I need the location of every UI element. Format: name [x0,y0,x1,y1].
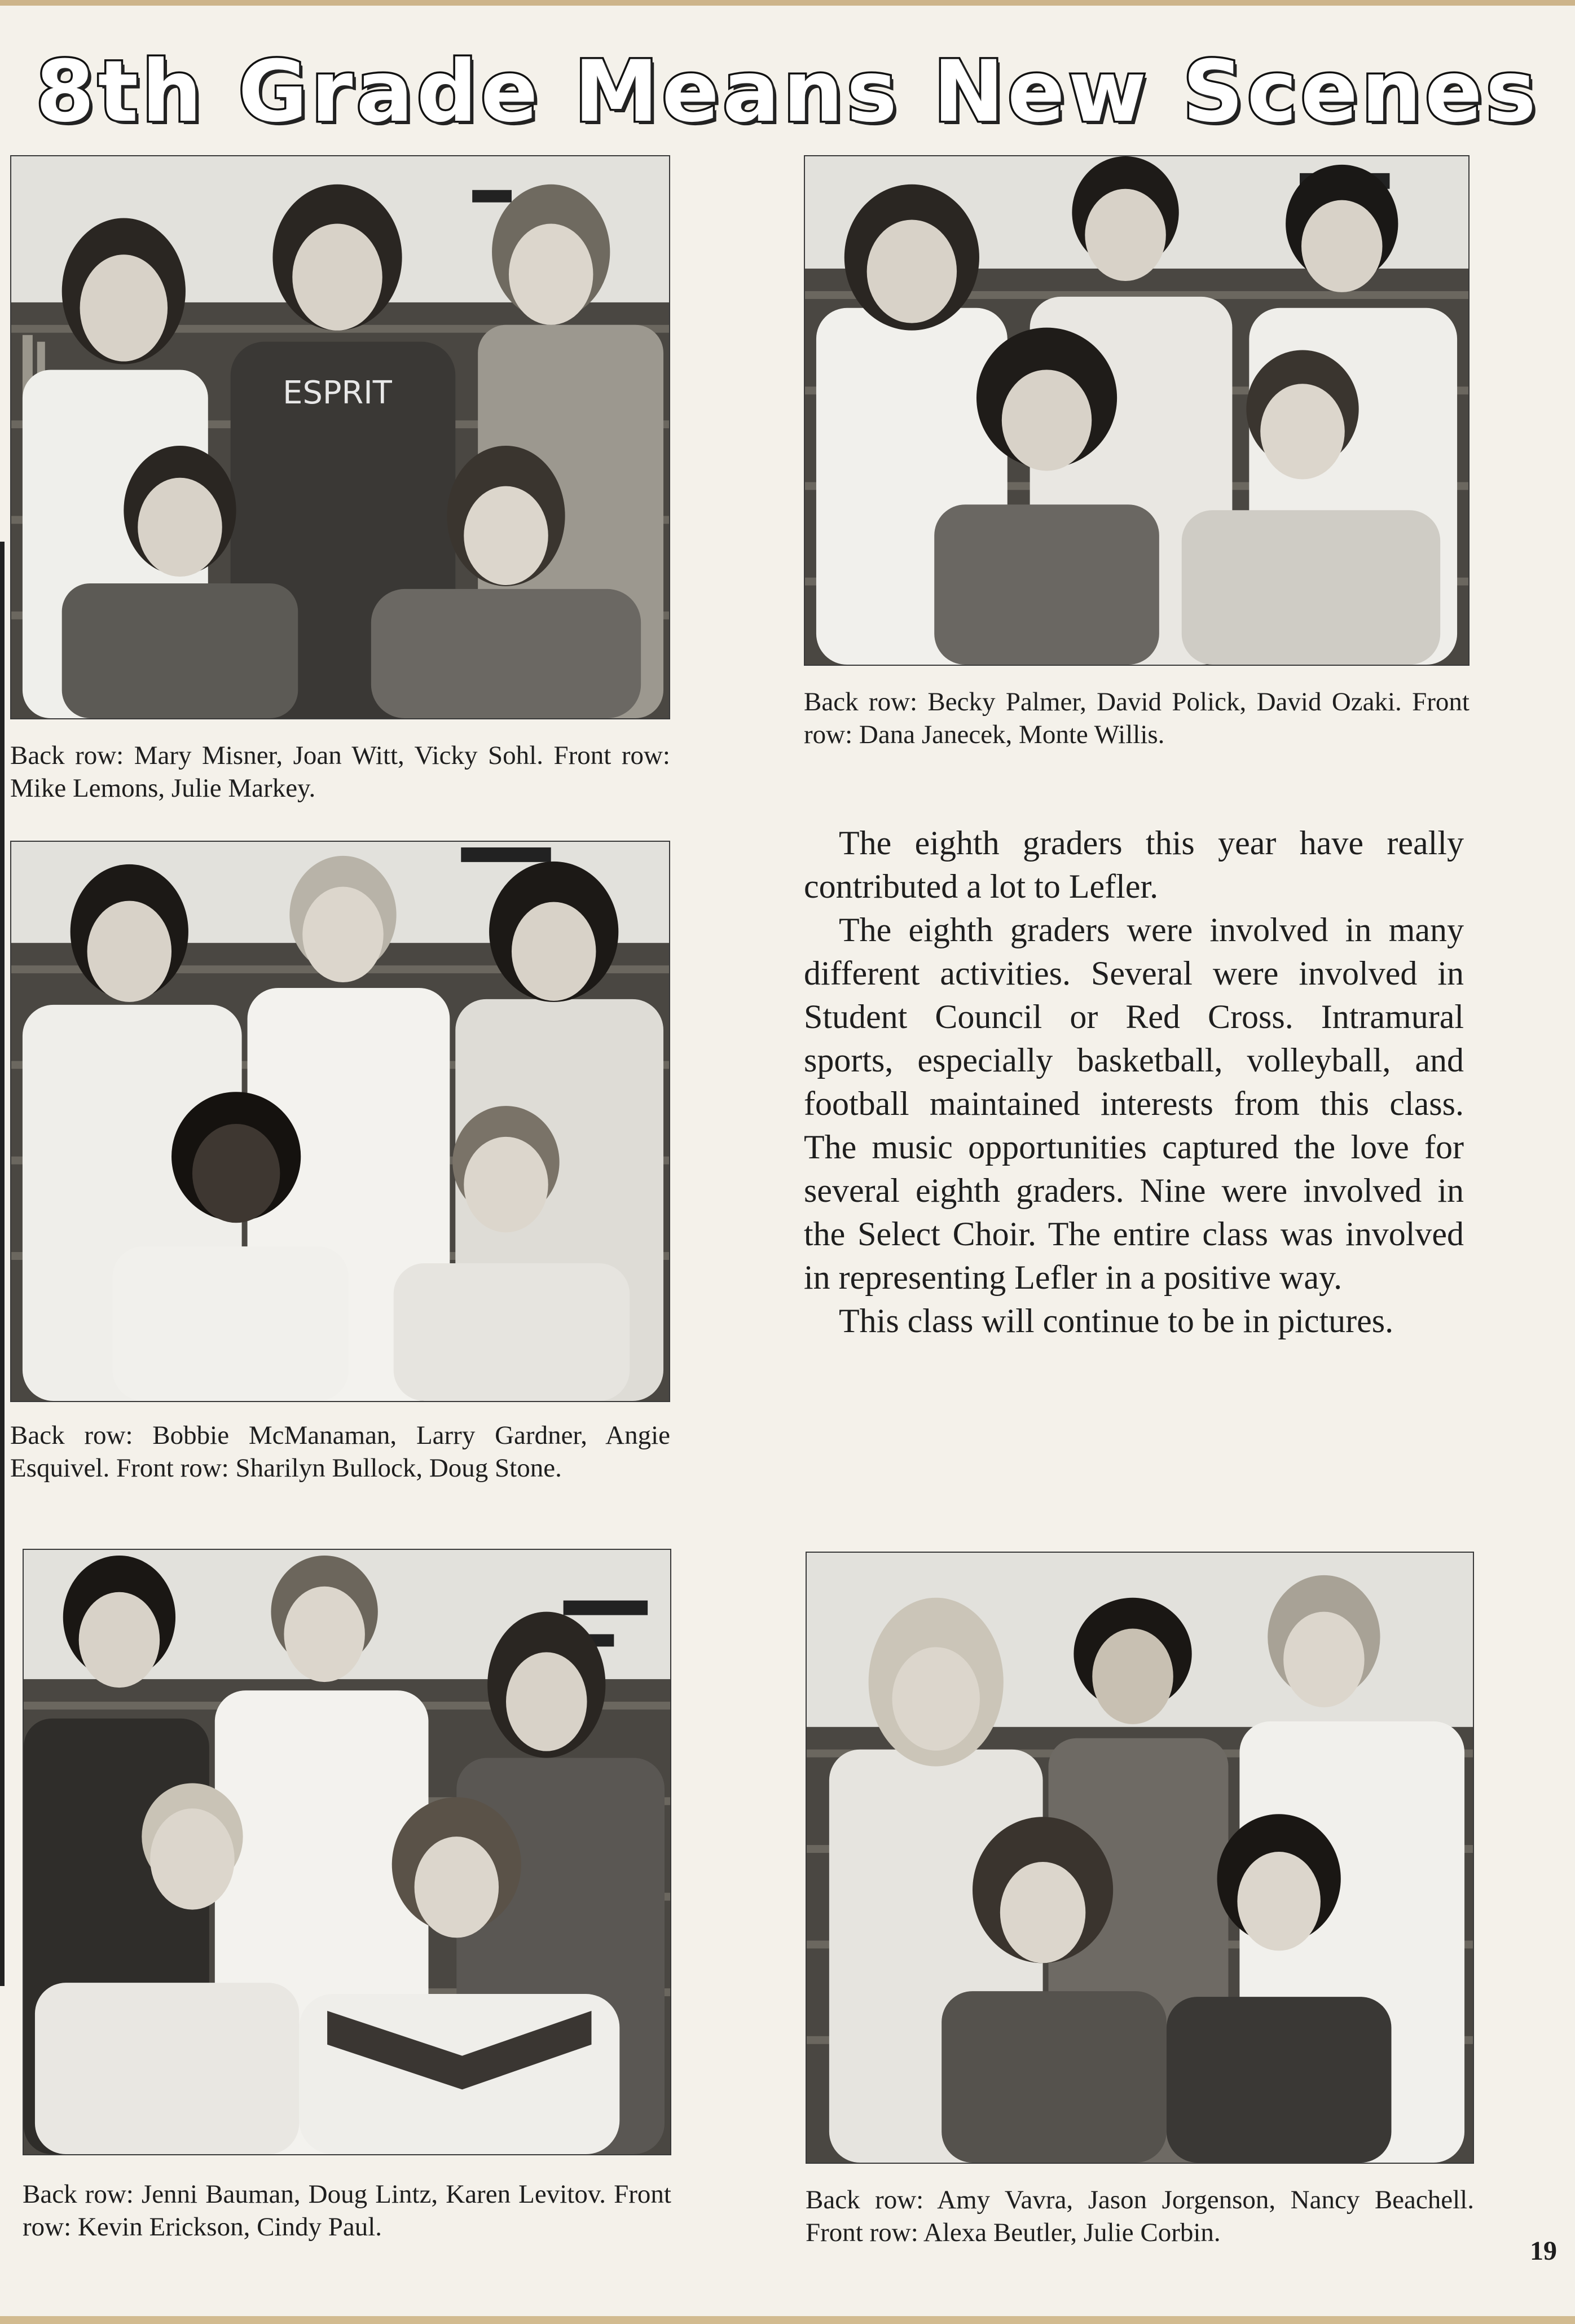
group-photo-2 [804,155,1470,666]
group-photo-1 [10,155,670,719]
caption-photo-4: Back row: Jenni Bauman, Doug Lintz, Karen Levitov. Front row: Kevin Erickson, Cindy Paul. [23,2180,671,2242]
article-paragraph: This class will continue to be in pictures. [839,1302,1394,1339]
group-photo-4 [23,1549,671,2155]
page-edge-top [0,0,1575,6]
group-photo-3 [10,841,670,1402]
shirt-logo-text: ESPRIT [283,375,392,412]
article-body [804,821,1464,1343]
caption-photo-3: Back row: Bobbie McManaman, Larry Gardner, Angie Esquivel. Front row: Sharilyn Bullock, Doug Stone. [10,1421,670,1483]
page-number: 19 [1530,2236,1557,2266]
page-edge-bottom [0,2316,1575,2324]
article-paragraph: The eighth graders this year have really contributed a lot to Lefler. [804,824,1464,905]
caption-photo-5: Back row: Amy Vavra, Jason Jorgenson, Nancy Beachell. Front row: Alexa Beutler, Julie Corbin. [806,2185,1474,2247]
article-paragraph: The eighth graders were involved in many different activities. Several were involved in Student Council or Red Cross. Intramural sports, especially basketball, volleyball, and football maintained interests from this class. The music opportunities captured the love for several eighth graders. Nine were involved in the Select Choir. The entire class was involved in representing Lefler in a positive way. [804,911,1464,1296]
page-headline: 8th Grade Means New Scenes [36,43,1539,141]
group-photo-5 [806,1552,1474,2164]
caption-photo-1: Back row: Mary Misner, Joan Witt, Vicky Sohl. Front row: Mike Lemons, Julie Markey. [10,741,670,803]
left-margin-rule [0,542,5,1986]
caption-photo-2: Back row: Becky Palmer, David Polick, David Ozaki. Front row: Dana Janecek, Monte Willis. [804,687,1470,749]
